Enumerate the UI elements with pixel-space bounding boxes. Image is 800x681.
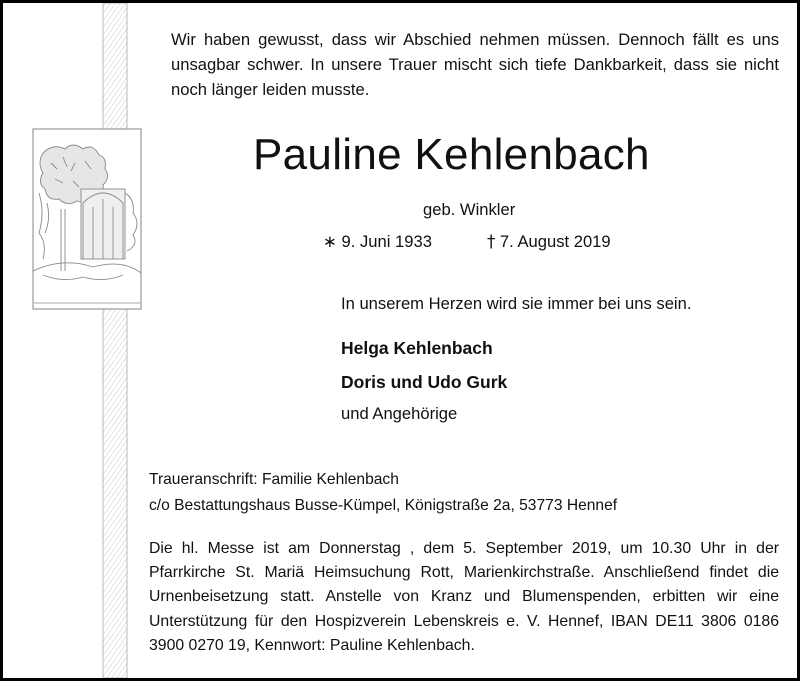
relatives-text: und Angehörige bbox=[341, 404, 458, 423]
death-cross-icon: † bbox=[487, 232, 496, 251]
mourner-name: Doris und Udo Gurk bbox=[341, 372, 508, 392]
cross-with-garden-sketch-icon bbox=[3, 3, 173, 678]
motto-text: In unserem Herzen wird sie immer bei uns sein. bbox=[341, 294, 692, 313]
mourner-name: Helga Kehlenbach bbox=[341, 338, 493, 358]
maiden-name: geb. Winkler bbox=[423, 200, 516, 219]
address-line: Traueranschrift: Familie Kehlenbach bbox=[149, 471, 399, 488]
intro-text: Wir haben gewusst, dass wir Abschied nehmen müssen. Dennoch fällt es uns unsagbar schwer. In unsere Trauer mischt sich tiefe Dankbarkeit, dass sie nicht noch länger leiden musste. bbox=[171, 30, 779, 99]
death-line bbox=[487, 231, 611, 253]
birth-star-icon: ∗ bbox=[323, 232, 337, 251]
birth-line bbox=[323, 231, 432, 253]
service-details: Die hl. Messe ist am Donnerstag , dem 5. September 2019, um 10.30 Uhr in der Pfarrkirche St. Mariä Heimsuchung Rott, Marienkirchstraße. Anschließend findet die Urnenbeisetzung statt. Anstelle von Kranz und Blumenspenden, erbitten wir eine Unterstützung für den Hospizverein Lebenskreis e. V. Hennef, IBAN DE11 3806 0186 3900 0270 19, Kennwort: Pauline Kehlenbach. bbox=[149, 540, 779, 654]
birth-date: 9. Juni 1933 bbox=[341, 232, 432, 251]
mourning-address bbox=[149, 467, 779, 519]
address-line: c/o Bestattungshaus Busse-Kümpel, Königstraße 2a, 53773 Hennef bbox=[149, 497, 618, 514]
death-date: 7. August 2019 bbox=[499, 232, 611, 251]
deceased-name: Pauline Kehlenbach bbox=[253, 130, 650, 179]
